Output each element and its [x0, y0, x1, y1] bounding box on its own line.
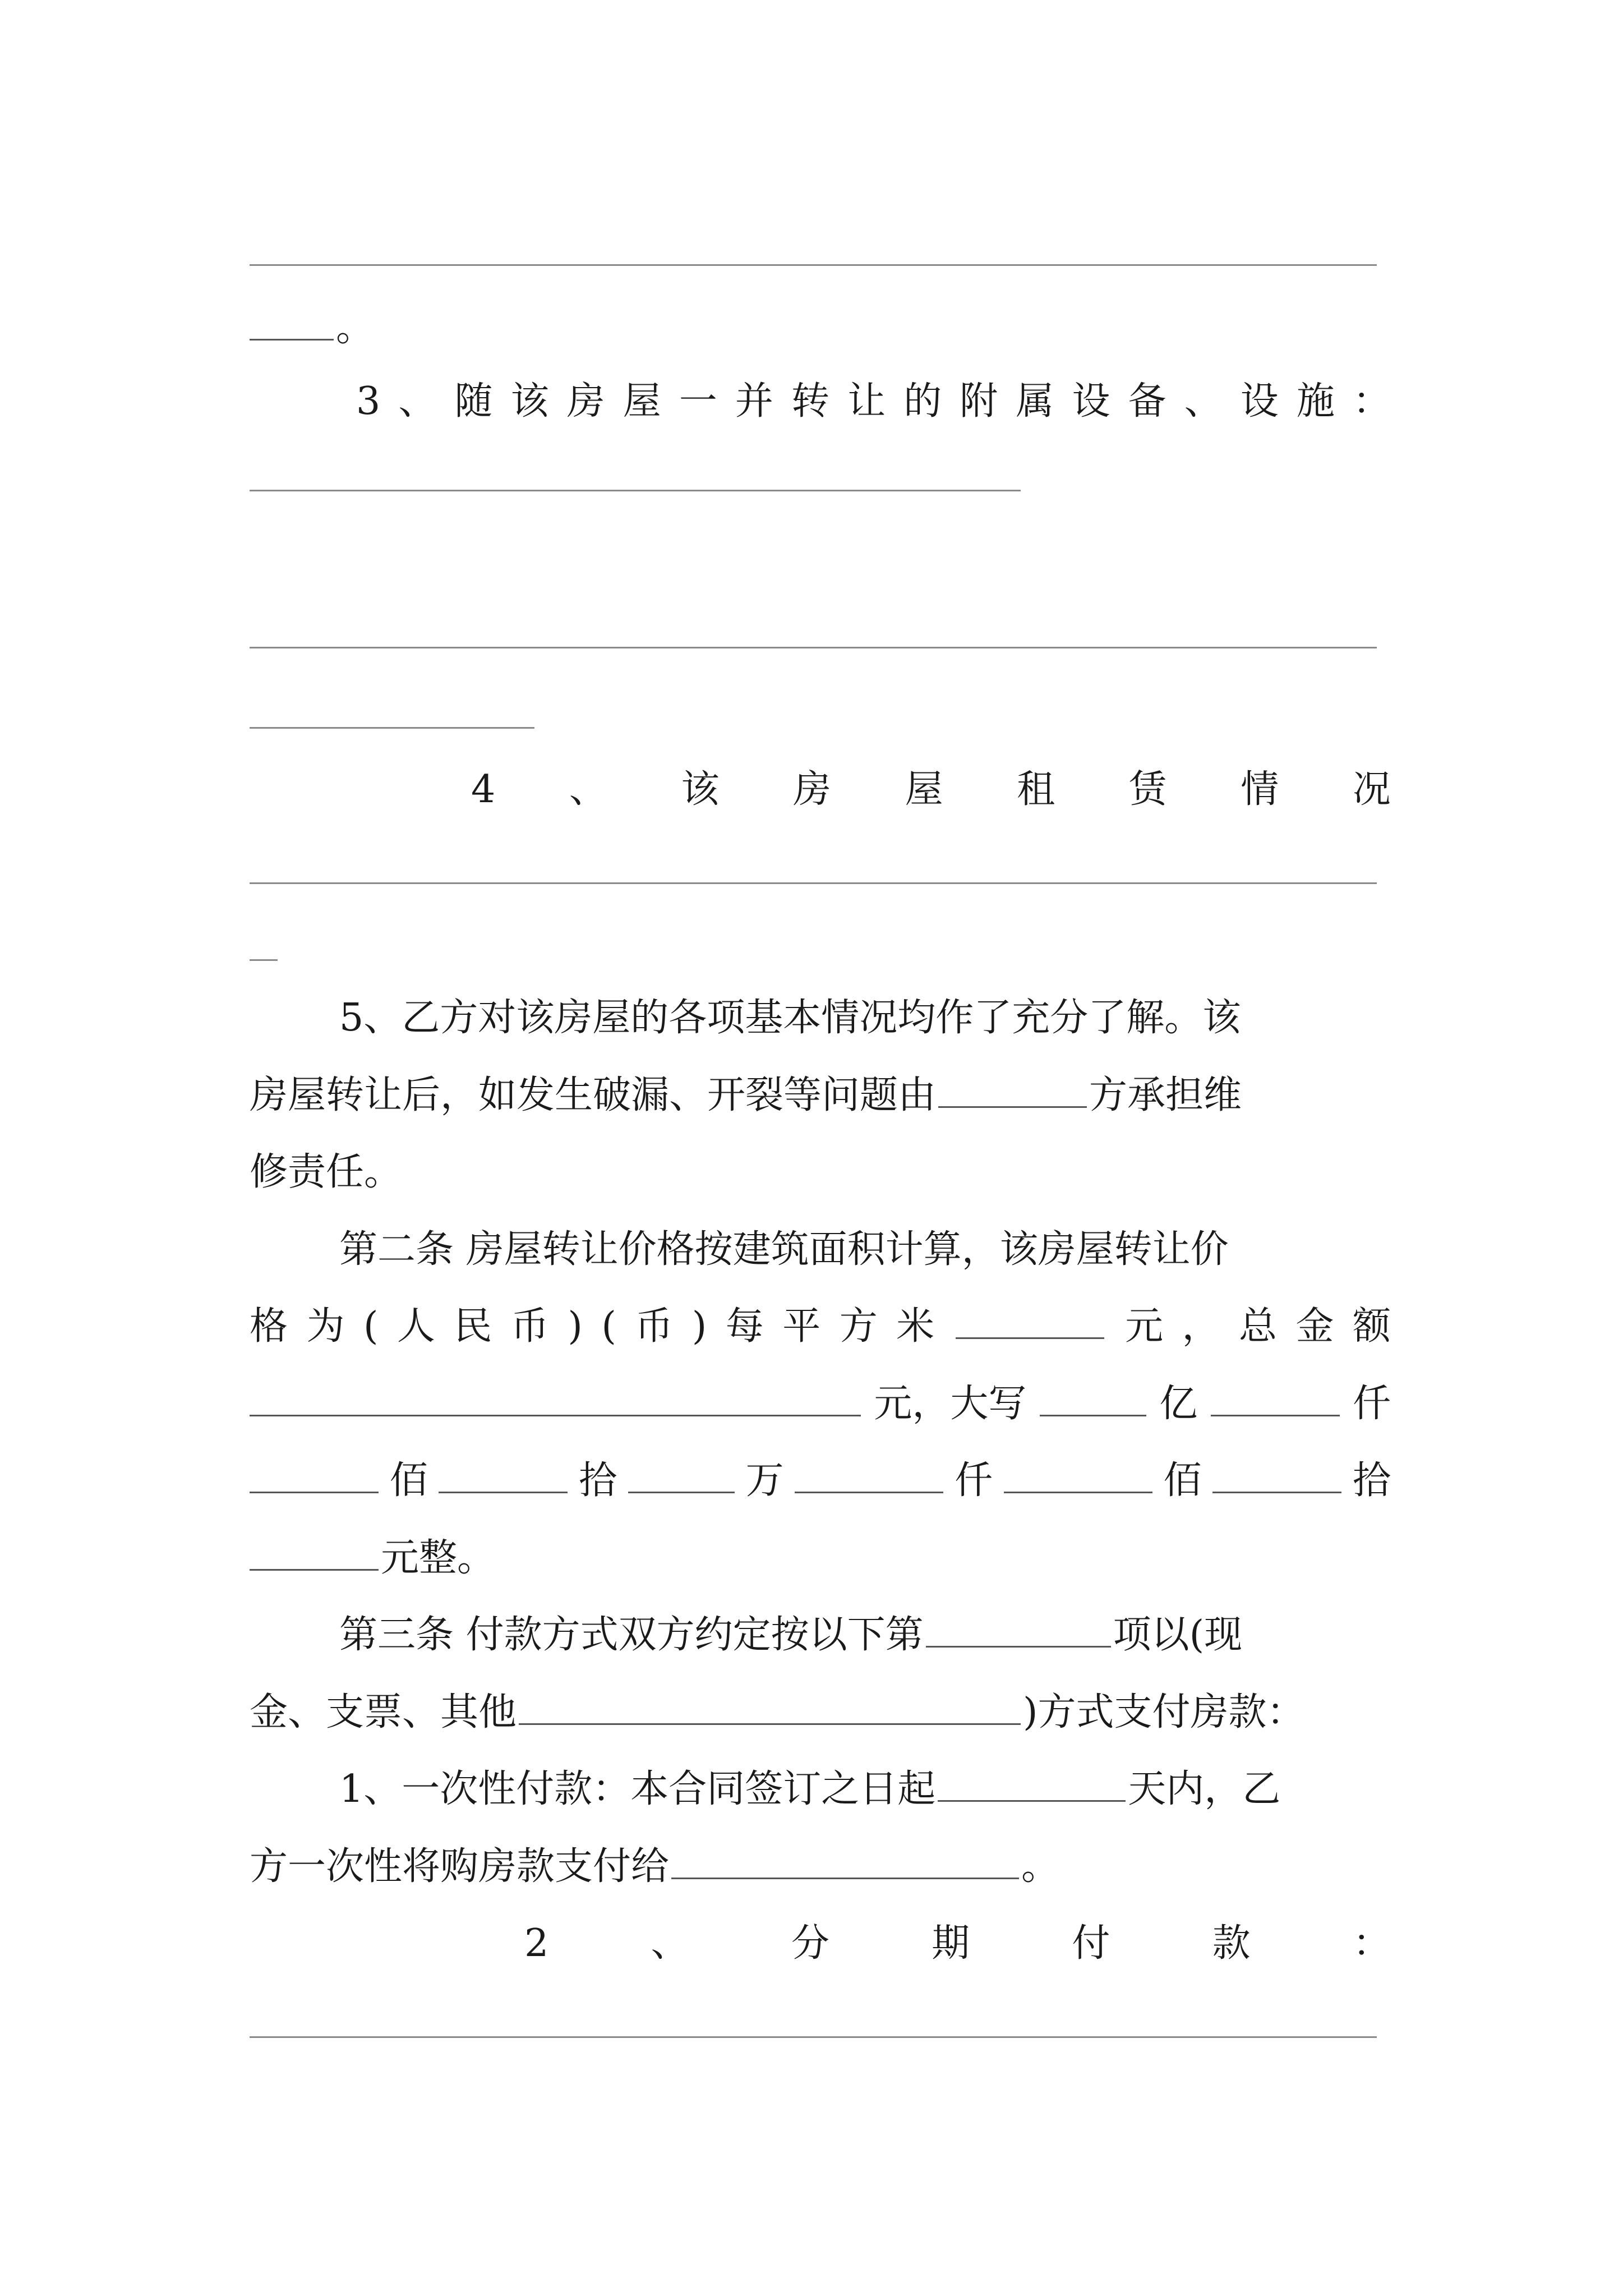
article-2-char: (	[363, 1304, 379, 1349]
item-3-char: 设	[1072, 379, 1110, 424]
fill-in-blank	[1212, 1458, 1341, 1493]
article-2-char: (	[601, 1304, 616, 1349]
article-2-char: 人	[396, 1304, 435, 1349]
fill-in-line	[250, 959, 278, 961]
fill-in-blank	[250, 1458, 379, 1493]
payment-1-text: 1、一次性付款：本合同签订之日起	[339, 1767, 936, 1811]
fill-in-blank	[926, 1612, 1111, 1648]
fill-in-blank	[795, 1458, 943, 1493]
article-2-char: 币	[510, 1304, 549, 1349]
article-2-text: 仟	[955, 1458, 993, 1503]
item-4-char: 屋	[905, 767, 943, 812]
item-3-heading	[250, 368, 1391, 435]
fill-in-line	[250, 647, 1377, 648]
article-2-char: 平	[782, 1304, 821, 1349]
item-3-char: 并	[735, 379, 773, 424]
article-2-text: 佰	[1163, 1458, 1202, 1503]
article-3-text: )方式支付房款：	[1023, 1690, 1305, 1734]
article-2-text: 佰	[389, 1458, 428, 1503]
fill-in-blank	[938, 1073, 1087, 1108]
article-2-char: 总	[1239, 1304, 1278, 1349]
payment-2-char: 分	[791, 1921, 829, 1966]
item-4-char: 、	[569, 767, 607, 812]
article-2-text: 拾	[1352, 1458, 1391, 1503]
article-2-text: 万	[745, 1458, 784, 1503]
payment-2-char: 款	[1212, 1921, 1251, 1966]
item-5-text: 5、乙方对该房屋的各项基本情况均作了充分了解。该	[339, 996, 1241, 1040]
item-4-char: 租	[1017, 767, 1055, 812]
article-2-text: 拾	[579, 1458, 617, 1503]
fill-in-blank	[519, 1690, 1021, 1725]
item-3-char: ：	[1352, 379, 1391, 424]
article-2-char: 格	[250, 1304, 288, 1349]
item-3-char: 、	[398, 379, 437, 424]
fill-in-blank	[439, 1458, 568, 1493]
item-3-char: 转	[791, 379, 830, 424]
item-3-char: 屋	[623, 379, 661, 424]
item-4-char: 房	[792, 767, 831, 812]
item-4-char: 赁	[1128, 767, 1167, 812]
article-2-text: 亿	[1159, 1382, 1198, 1426]
fill-in-blank	[1040, 1381, 1146, 1416]
payment-1-text: 天内，乙	[1128, 1767, 1281, 1811]
item-3-char: 该	[510, 379, 549, 424]
article-2-text: 元整。	[381, 1536, 496, 1580]
fill-in-line	[250, 490, 1021, 491]
article-3-text: 第三条 付款方式双方约定按以下第	[339, 1613, 924, 1657]
payment-2-char: 期	[932, 1921, 970, 1966]
item-4-char: 4	[471, 767, 496, 812]
fill-in-blank	[250, 1535, 379, 1571]
item-4-char: 况	[1352, 767, 1391, 812]
item-3-char: 的	[903, 379, 942, 424]
fill-in-blank	[250, 305, 334, 341]
article-3-line-2	[250, 1679, 1391, 1746]
article-2-line-3	[250, 1370, 1391, 1438]
item-5-line-1	[250, 984, 1391, 1052]
item-5-text: 方承担维	[1089, 1073, 1242, 1117]
article-2-char: 为	[306, 1304, 345, 1349]
blank-period-line	[250, 295, 1391, 362]
fill-in-blank	[628, 1458, 735, 1493]
item-3-char: 附	[960, 379, 998, 424]
article-2-line-5	[250, 1525, 1391, 1592]
item-5-line-3	[250, 1139, 1391, 1206]
fill-in-blank	[938, 1766, 1126, 1802]
fill-in-blank	[250, 1381, 861, 1416]
item-3-char: 、	[1184, 379, 1223, 424]
article-3-text: 金、支票、其他	[250, 1690, 517, 1734]
article-2-line-2	[250, 1293, 1391, 1360]
item-3-char: 一	[679, 379, 717, 424]
fill-in-blank	[671, 1844, 1019, 1879]
item-3-char: 属	[1016, 379, 1054, 424]
fill-in-blank	[956, 1304, 1104, 1339]
article-2-char: )	[691, 1304, 707, 1349]
article-2-char: 每	[725, 1304, 764, 1349]
article-3-text: 项以(现	[1113, 1613, 1243, 1657]
fill-in-line	[250, 264, 1377, 266]
article-2-char: 币	[635, 1304, 674, 1349]
payment-1-text: 方一次性将购房款支付给	[250, 1844, 670, 1889]
article-2-text: 第二条 房屋转让价格按建筑面积计算，该房屋转让价	[339, 1227, 1229, 1272]
article-2-char: 民	[454, 1304, 492, 1349]
payment-1-line-1	[250, 1756, 1391, 1823]
item-5-text: 房屋转让后，如发生破漏、开裂等问题由	[250, 1073, 937, 1117]
item-3-char: 设	[1240, 379, 1279, 424]
article-2-char: 金	[1295, 1304, 1334, 1349]
item-3-char: 让	[847, 379, 886, 424]
payment-2-char: 2	[524, 1921, 549, 1966]
article-3-line-1	[250, 1602, 1391, 1669]
item-3-char: 房	[566, 379, 605, 424]
period: 。	[336, 306, 375, 350]
payment-2-char: 付	[1072, 1921, 1110, 1966]
item-5-line-2	[250, 1062, 1391, 1129]
payment-2-char: 、	[651, 1921, 689, 1966]
payment-2-char: ：	[1352, 1921, 1391, 1966]
article-2-char: 元	[1125, 1304, 1164, 1349]
article-2-char: )	[568, 1304, 583, 1349]
article-2-char: ，	[1182, 1304, 1220, 1349]
item-3-char: 3	[356, 379, 381, 424]
item-3-char: 备	[1128, 379, 1166, 424]
article-2-text: 元，大写	[874, 1382, 1027, 1426]
fill-in-line	[250, 2036, 1377, 2038]
payment-1-line-2	[250, 1833, 1391, 1901]
period: 。	[1021, 1844, 1060, 1889]
item-3-char: 施	[1296, 379, 1335, 424]
article-2-char: 方	[839, 1304, 878, 1349]
item-4-heading	[250, 756, 1391, 823]
article-2-text: 仟	[1352, 1382, 1391, 1426]
payment-2-heading	[250, 1910, 1391, 1977]
fill-in-blank	[1211, 1381, 1340, 1416]
fill-in-line	[250, 727, 534, 729]
fill-in-line	[250, 882, 1377, 884]
item-5-text: 修责任。	[250, 1150, 403, 1194]
article-2-char: 额	[1352, 1304, 1391, 1349]
article-2-line-4	[250, 1447, 1391, 1515]
item-4-char: 情	[1241, 767, 1279, 812]
item-4-char: 该	[681, 767, 720, 812]
article-2-char: 米	[896, 1304, 935, 1349]
item-3-char: 随	[454, 379, 493, 424]
article-2-line-1	[250, 1216, 1391, 1283]
fill-in-blank	[1004, 1458, 1152, 1493]
